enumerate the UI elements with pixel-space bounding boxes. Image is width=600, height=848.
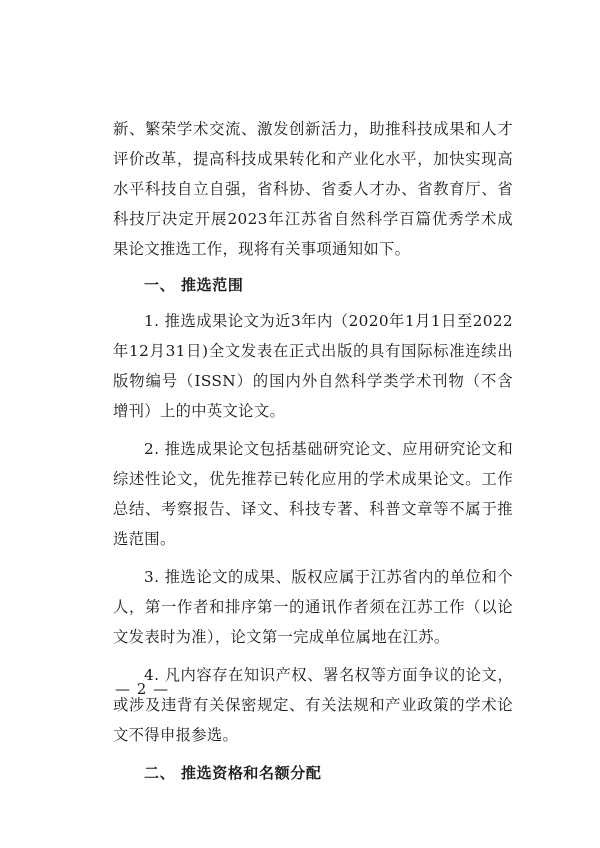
scope-item-4: 4. 凡内容存在知识产权、署名权等方面争议的论文，或涉及违背有关保密规定、有关法规和产业政策的学术论文不得申报参选。	[113, 666, 513, 744]
scope-item-2: 2. 推选成果论文包括基础研究论文、应用研究论文和综述性论文，优先推荐已转化应用的学术成果论文。工作总结、考察报告、译文、科技专著、科普文章等不属于推选范围。	[113, 440, 513, 548]
section-heading-eligibility: 二、 推选资格和名额分配	[144, 764, 322, 782]
scope-item-3: 3. 推选论文的成果、版权应属于江苏省内的单位和个人，第一作者和排序第一的通讯作者须在江苏工作（以论文发表时为准），论文第一完成单位属地在江苏。	[113, 568, 513, 646]
document-body	[113, 114, 513, 788]
scope-item-1: 1. 推选成果论文为近3年内（2020年1月1日至2022年12月31日)全文发表在正式出版的具有国际标准连续出版物编号（ISSN）的国内外自然科学类学术刊物（不含增刊）上的中英文论文。	[113, 312, 513, 420]
page-number: — 2 —	[115, 680, 170, 698]
intro-paragraph: 新、繁荣学术交流、激发创新活力，助推科技成果和人才评价改革，提高科技成果转化和产业化水平，加快实现高水平科技自立自强，省科协、省委人才办、省教育厅、省科技厅决定开展2023年江苏省自然科学百篇优秀学术成果论文推选工作，现将有关事项通知如下。	[113, 120, 513, 258]
section-heading-scope: 一、 推选范围	[144, 276, 244, 294]
